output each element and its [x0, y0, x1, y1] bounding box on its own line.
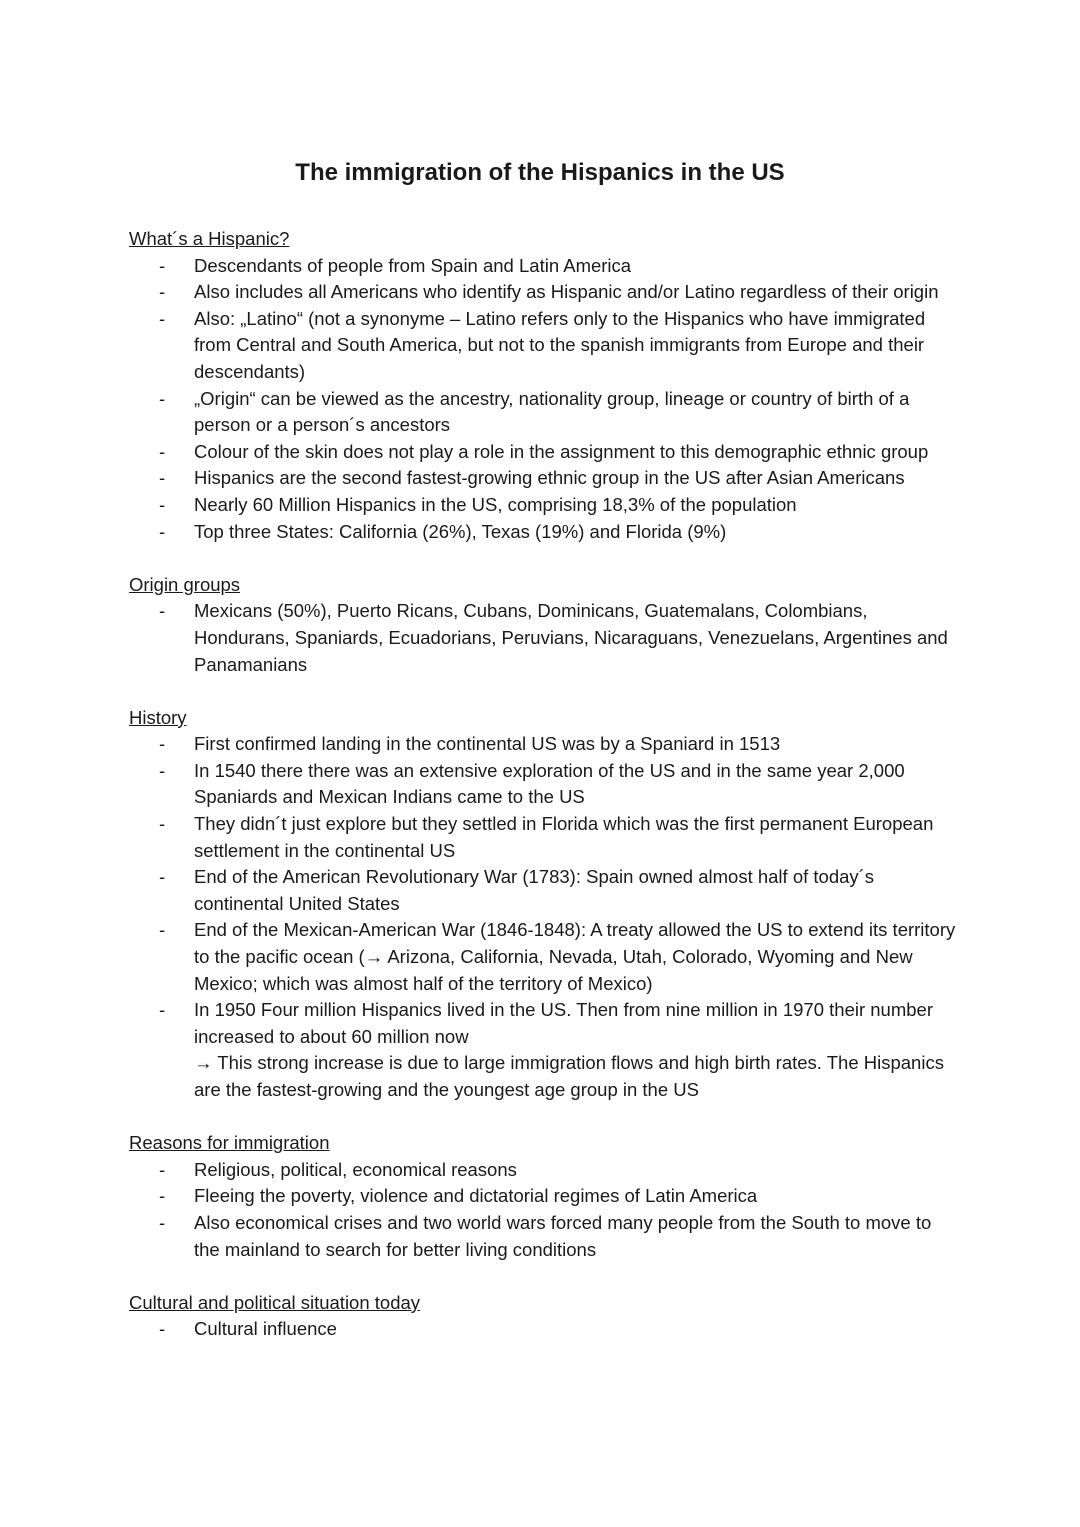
- bullet-marker: -: [159, 254, 166, 276]
- section-heading: Origin groups: [129, 573, 241, 595]
- list-item: [129, 439, 959, 466]
- bullet-marker: -: [159, 1185, 166, 1207]
- document-body: [129, 226, 959, 1370]
- bullet-marker: -: [159, 600, 166, 622]
- list-item-text: „Origin“ can be viewed as the ancestry, nationality group, lineage or country of birth of a person or a person´s ancestors: [194, 387, 910, 436]
- list-item-text: In 1950 Four million Hispanics lived in the US. Then from nine million in 1970 their number increased to about 60 million now: [194, 999, 933, 1047]
- list-item: [129, 386, 959, 439]
- bullet-marker: -: [159, 440, 166, 462]
- list-item: [129, 492, 959, 519]
- section-heading: What´s a Hispanic?: [129, 228, 290, 249]
- list-item: [129, 1157, 959, 1184]
- bullet-marker: -: [159, 733, 166, 755]
- list-item-text: Top three States: California (26%), Texas (19%) and Florida (9%): [194, 520, 727, 542]
- bullet-marker: -: [159, 520, 166, 542]
- bullet-list: [129, 1316, 959, 1343]
- list-item: [129, 731, 959, 758]
- list-item: [129, 864, 959, 917]
- bullet-marker: -: [159, 919, 166, 941]
- list-item-continuation: → This strong increase is due to large immigration flows and high birth rates. The Hispanics are the fastest-growing and the youngest age group in the US: [194, 1052, 944, 1100]
- list-item-text: First confirmed landing in the continental US was by a Spaniard in 1513: [194, 733, 781, 755]
- list-item: [129, 917, 959, 997]
- bullet-marker: -: [159, 999, 166, 1021]
- section-cultural-political-situation: [129, 1290, 959, 1343]
- list-item: [129, 997, 959, 1103]
- list-item: [129, 279, 959, 306]
- bullet-marker: -: [159, 866, 166, 888]
- section-heading: Cultural and political situation today: [129, 1291, 421, 1313]
- list-item-text: Also includes all Americans who identify as Hispanic and/or Latino regardless of their origin: [194, 281, 939, 303]
- list-item: [129, 465, 959, 492]
- list-item: [129, 598, 959, 678]
- list-item: [129, 811, 959, 864]
- list-item-text: Hispanics are the second fastest-growing ethnic group in the US after Asian Americans: [194, 467, 905, 489]
- bullet-marker: -: [159, 467, 166, 489]
- section-whats-a-hispanic: [129, 226, 959, 545]
- list-item-text: Colour of the skin does not play a role in the assignment to this demographic ethnic group: [194, 440, 929, 462]
- list-item-text: Also: „Latino“ (not a synonyme – Latino refers only to the Hispanics who have immigrated from Central and South America, but not to the spanish immigrants from Europe and their descendants): [194, 307, 926, 382]
- bullet-list: [129, 598, 959, 678]
- list-item-text: End of the Mexican-American War (1846-1848): A treaty allowed the US to extend its territory to the pacific ocean (→ Arizona, California, Nevada, Utah, Colorado, Wyoming and New Mexico; which was almost half of the territory of Mexico): [194, 919, 956, 994]
- section-heading: Reasons for immigration: [129, 1132, 330, 1154]
- bullet-list: [129, 1157, 959, 1263]
- bullet-list: [129, 731, 959, 1103]
- bullet-marker: -: [159, 759, 166, 781]
- list-item: [129, 758, 959, 811]
- bullet-marker: -: [159, 1318, 166, 1340]
- bullet-marker: -: [159, 307, 166, 329]
- bullet-list: [129, 253, 959, 546]
- list-item-text: Nearly 60 Million Hispanics in the US, comprising 18,3% of the population: [194, 493, 797, 515]
- bullet-marker: -: [159, 493, 166, 515]
- section-heading: History: [129, 706, 187, 728]
- bullet-marker: -: [159, 1158, 166, 1180]
- list-item-text: Mexicans (50%), Puerto Ricans, Cubans, Dominicans, Guatemalans, Colombians, Hondurans, Spaniards, Ecuadorians, Peruvians, Nicaraguans, Venezuelans, Argentines and Panamanians: [194, 600, 948, 675]
- section-reasons-for-immigration: [129, 1130, 959, 1263]
- bullet-marker: -: [159, 281, 166, 303]
- list-item-text: Cultural influence: [194, 1318, 337, 1340]
- list-item-text: Descendants of people from Spain and Latin America: [194, 254, 632, 276]
- list-item: [129, 1210, 959, 1263]
- list-item-text: Fleeing the poverty, violence and dictatorial regimes of Latin America: [194, 1185, 758, 1207]
- section-history: [129, 705, 959, 1104]
- bullet-marker: -: [159, 1211, 166, 1233]
- list-item: [129, 1316, 959, 1343]
- list-item-text: Also economical crises and two world wars forced many people from the South to move to the mainland to search for better living conditions: [194, 1211, 932, 1260]
- section-origin-groups: [129, 572, 959, 678]
- page-title: The immigration of the Hispanics in the US: [295, 159, 785, 186]
- list-item-text: Religious, political, economical reasons: [194, 1158, 517, 1180]
- list-item: [129, 253, 959, 280]
- bullet-marker: -: [159, 387, 166, 409]
- list-item-text: In 1540 there there was an extensive exploration of the US and in the same year 2,000 Spaniards and Mexican Indians came to the US: [194, 759, 905, 808]
- bullet-marker: -: [159, 813, 166, 835]
- list-item: [129, 519, 959, 546]
- list-item: [129, 1183, 959, 1210]
- list-item-text: End of the American Revolutionary War (1783): Spain owned almost half of today´s continental United States: [194, 866, 875, 914]
- list-item: [129, 306, 959, 386]
- list-item-text: They didn´t just explore but they settled in Florida which was the first permanent European settlement in the continental US: [194, 813, 934, 861]
